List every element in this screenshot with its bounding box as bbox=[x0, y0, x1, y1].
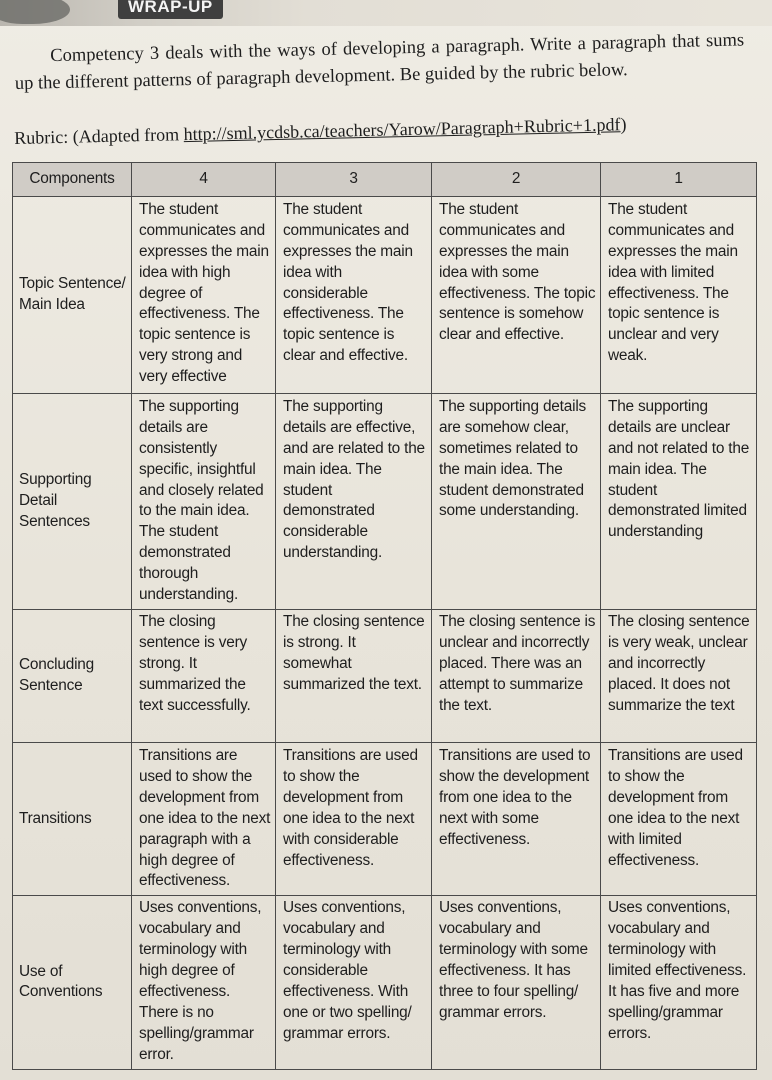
rubric-table bbox=[12, 162, 757, 1070]
component-label: Topic Sentence/ Main Idea bbox=[13, 196, 132, 393]
rubric-label: Rubric: bbox=[14, 126, 69, 148]
intro-paragraph: Competency 3 deals with the ways of developing a paragraph. Write a paragraph that sums up the different patterns of paragraph development. Be guided by the rubric below. bbox=[14, 30, 745, 94]
component-label: Use of Conventions bbox=[13, 896, 132, 1069]
header-score-4: 4 bbox=[132, 163, 276, 197]
table-cell: The closing sentence is very weak, unclear and incorrectly placed. It does not summarize the text bbox=[601, 609, 757, 742]
table-cell: The supporting details are somehow clear, sometimes related to the main idea. The student demonstrated some understanding. bbox=[432, 393, 601, 609]
table-cell: Uses conventions, vocabulary and terminology with limited effectiveness. It has five and more spelling/grammar errors. bbox=[601, 896, 757, 1069]
table-row bbox=[13, 742, 757, 895]
component-label: Concluding Sentence bbox=[13, 609, 132, 742]
header-score-3: 3 bbox=[276, 163, 432, 197]
table-row bbox=[13, 896, 757, 1069]
header-score-2: 2 bbox=[432, 163, 601, 197]
table-cell: The supporting details are unclear and not related to the main idea. The student demonstrated limited understanding bbox=[601, 393, 757, 609]
table-row bbox=[13, 393, 757, 609]
top-shadow bbox=[0, 0, 772, 26]
rubric-table-container bbox=[12, 162, 756, 1070]
rubric-source-line bbox=[14, 111, 744, 149]
component-label: Transitions bbox=[13, 742, 132, 895]
table-cell: Uses conventions, vocabulary and terminology with some effectiveness. It has three to four spelling/ grammar errors. bbox=[432, 896, 601, 1069]
table-cell: The closing sentence is unclear and incorrectly placed. There was an attempt to summarize the text. bbox=[432, 609, 601, 742]
table-row bbox=[13, 609, 757, 742]
table-cell: Transitions are used to show the development from one idea to the next with limited effectiveness. bbox=[601, 742, 757, 895]
header-score-1: 1 bbox=[601, 163, 757, 197]
rubric-adapted-prefix: (Adapted from bbox=[72, 124, 184, 147]
rubric-source-link[interactable]: http://sml.ycdsb.ca/teachers/Yarow/Paragraph+Rubric+1.pdf bbox=[183, 114, 621, 145]
table-cell: Transitions are used to show the development from one idea to the next with considerable effectiveness. bbox=[276, 742, 432, 895]
table-cell: The closing sentence is strong. It somewhat summarized the text. bbox=[276, 609, 432, 742]
table-cell: Transitions are used to show the development from one idea to the next with some effectiveness. bbox=[432, 742, 601, 895]
table-header-row bbox=[13, 163, 757, 197]
header-components: Components bbox=[13, 163, 132, 197]
table-cell: Transitions are used to show the development from one idea to the next paragraph with a high degree of effectiveness. bbox=[132, 742, 276, 895]
table-cell: The student communicates and expresses the main idea with high degree of effectiveness. The topic sentence is very strong and very effective bbox=[132, 196, 276, 393]
table-cell: The student communicates and expresses the main idea with considerable effectiveness. The topic sentence is clear and effective. bbox=[276, 196, 432, 393]
table-cell: The closing sentence is very strong. It summarized the text successfully. bbox=[132, 609, 276, 742]
rubric-adapted-suffix: ) bbox=[620, 114, 627, 135]
component-label: Supporting Detail Sentences bbox=[13, 393, 132, 609]
table-cell: Uses conventions, vocabulary and terminology with considerable effectiveness. With one or two spelling/ grammar errors. bbox=[276, 896, 432, 1069]
table-cell: The student communicates and expresses the main idea with limited effectiveness. The topic sentence is unclear and very weak. bbox=[601, 196, 757, 393]
wrap-up-badge: WRAP-UP bbox=[118, 0, 223, 19]
table-cell: The supporting details are effective, and are related to the main idea. The student demonstrated considerable understanding. bbox=[276, 393, 432, 609]
table-cell: The student communicates and expresses the main idea with some effectiveness. The topic sentence is somehow clear and effective. bbox=[432, 196, 601, 393]
intro-section bbox=[14, 27, 745, 98]
table-cell: The supporting details are consistently specific, insightful and closely related to the main idea. The student demonstrated thorough understanding. bbox=[132, 393, 276, 609]
table-cell: Uses conventions, vocabulary and terminology with high degree of effectiveness. There is no spelling/grammar error. bbox=[132, 896, 276, 1069]
table-row bbox=[13, 196, 757, 393]
